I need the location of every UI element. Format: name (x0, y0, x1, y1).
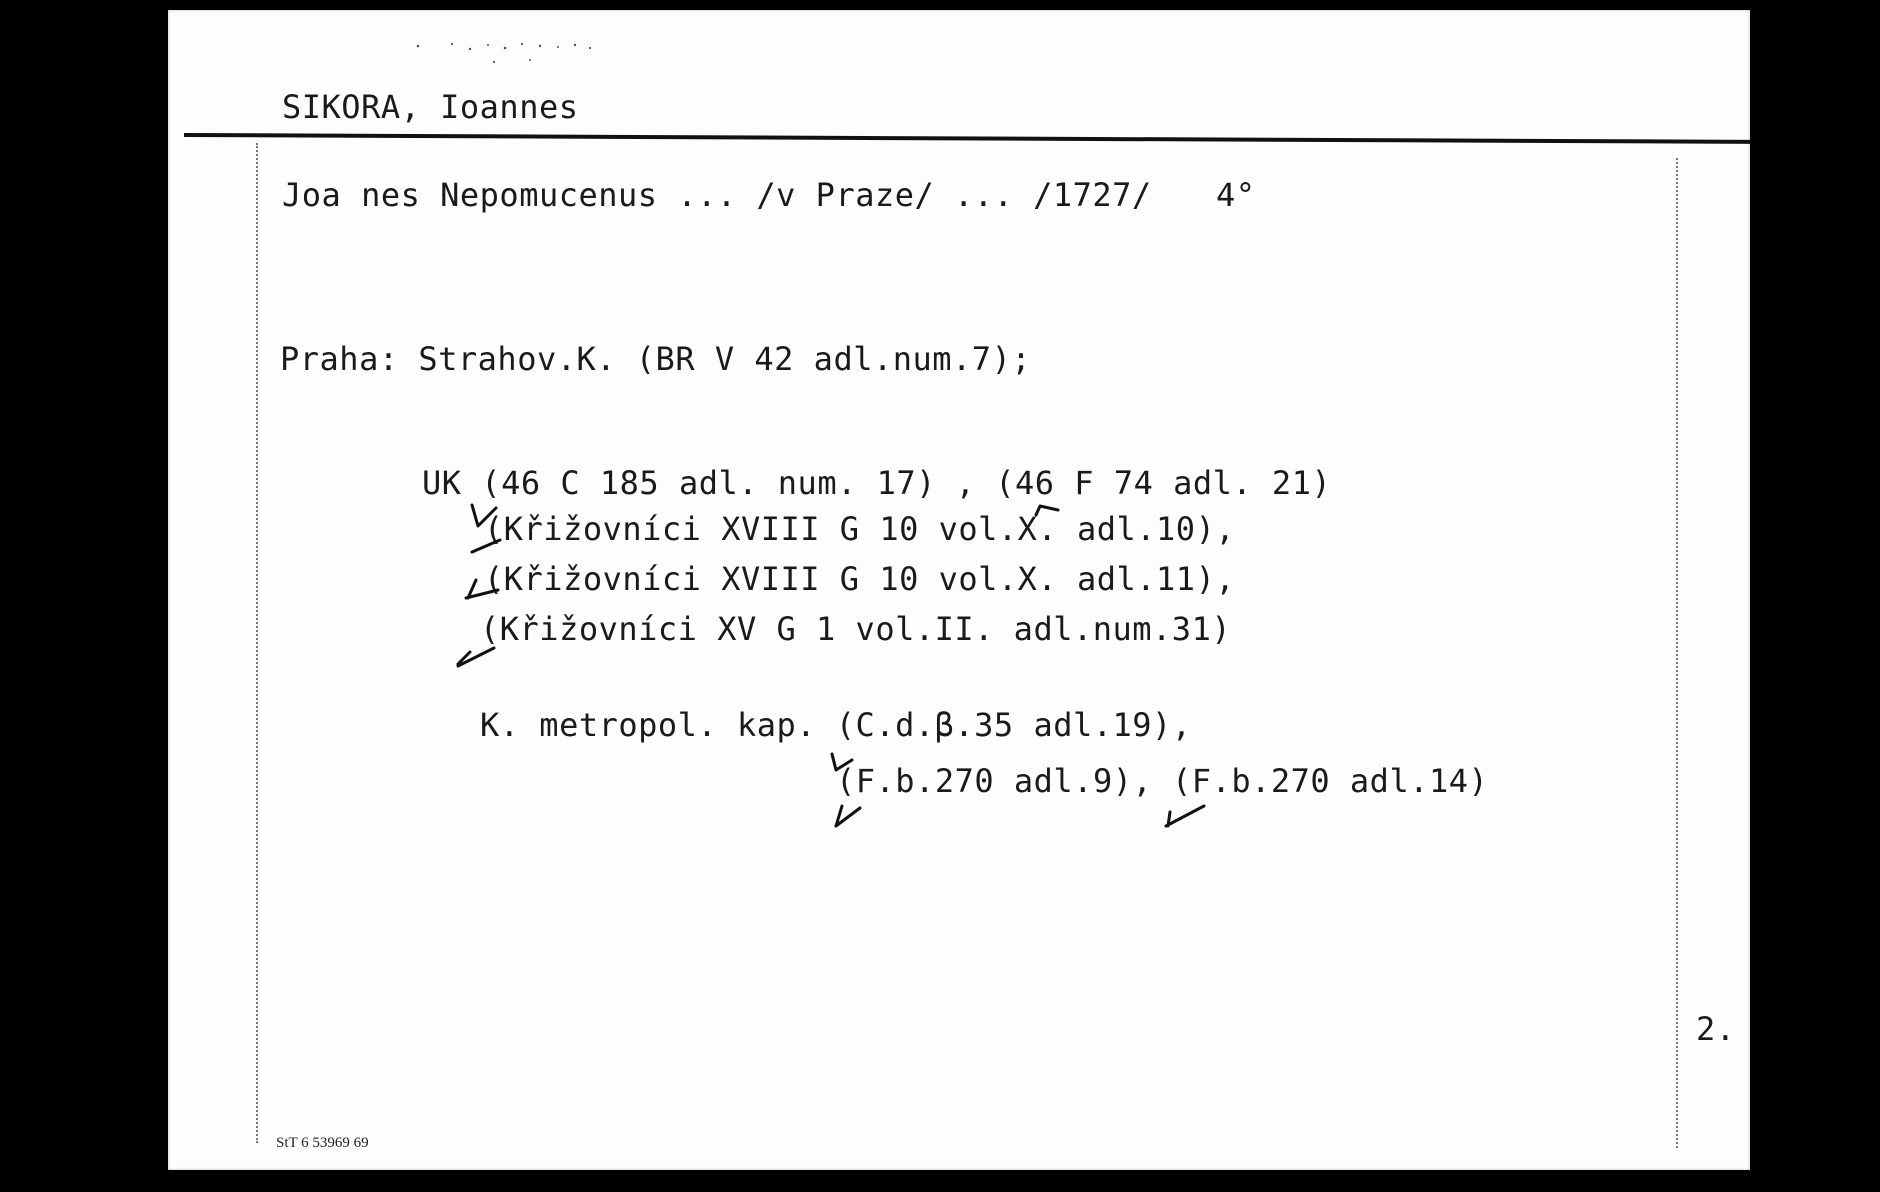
card-number: 2. (1696, 1010, 1736, 1048)
check-mark-icon (1166, 806, 1204, 826)
holding-metropol-2: (F.b.270 adl.9), (F.b.270 adl.14) (836, 762, 1489, 800)
check-mark-icon (466, 580, 498, 598)
holding-krizovnici-2: (Křižovníci XVIII G 10 vol.X. adl.11), (484, 560, 1236, 598)
check-mark-icon (472, 540, 500, 552)
holding-strahov: Praha: Strahov.K. (BR V 42 adl.num.7); (280, 340, 1032, 378)
holding-krizovnici-3: (Křižovníci XV G 1 vol.II. adl.num.31) (480, 610, 1232, 648)
card-print-code: StT 6 53969 69 (276, 1135, 369, 1151)
check-mark-icon (458, 648, 494, 666)
card-heading: SIKORA, Ioannes (282, 88, 579, 126)
check-mark-icon (832, 754, 852, 770)
holding-uk: UK (46 C 185 adl. num. 17) , (46 F 74 adl. 21) (422, 464, 1332, 502)
title-line: Joa nes Nepomucenus ... /v Praze/ ... /1727/ (282, 176, 1152, 214)
holding-krizovnici-1: (Křižovníci XVIII G 10 vol.X. adl.10), (484, 510, 1236, 548)
format-size: 4° (1216, 176, 1256, 214)
holding-metropol: K. metropol. kap. (C.d.β.35 adl.19), (480, 706, 1192, 744)
check-mark-icon (472, 505, 496, 526)
check-mark-icon (1036, 506, 1058, 515)
check-mark-icon (836, 806, 860, 826)
